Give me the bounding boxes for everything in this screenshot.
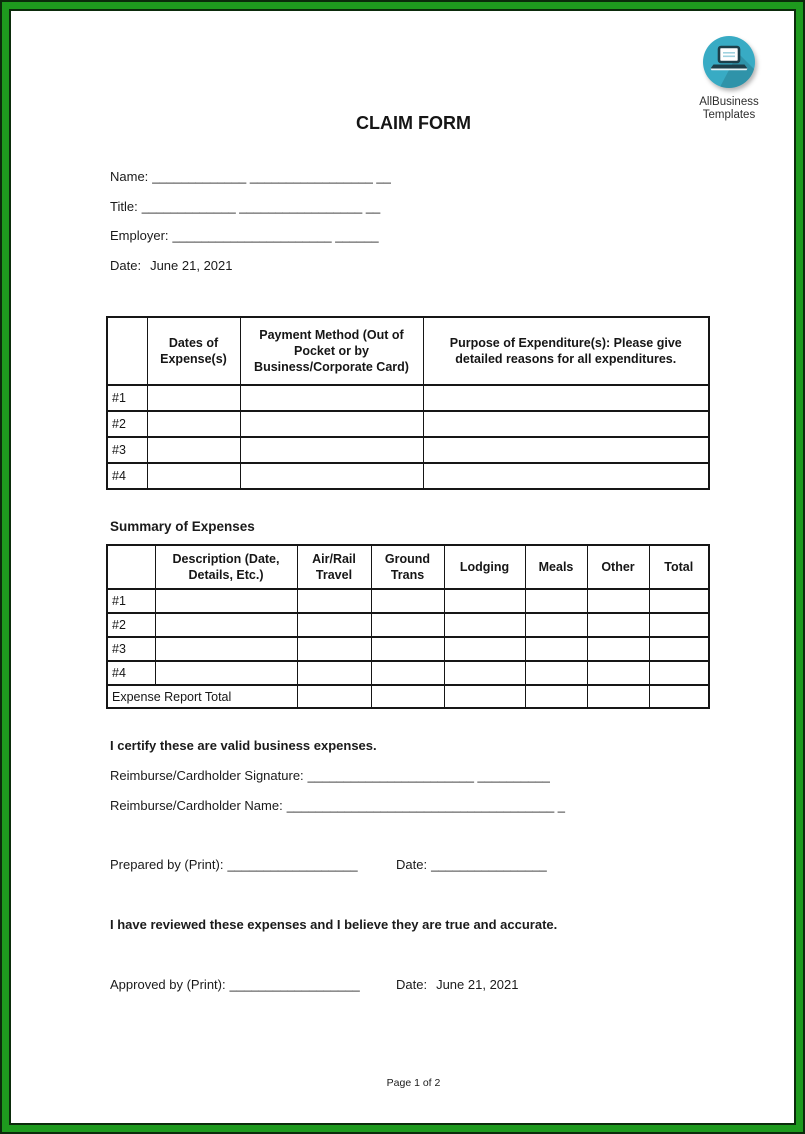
summary-row-label: #2 bbox=[107, 613, 155, 637]
summary-cell[interactable] bbox=[155, 613, 297, 637]
summary-cell[interactable] bbox=[649, 637, 709, 661]
cardholder-name-row bbox=[110, 798, 565, 813]
expense-cell-dates[interactable] bbox=[147, 411, 240, 437]
summary-cell[interactable] bbox=[525, 637, 587, 661]
summary-row-2 bbox=[107, 613, 709, 637]
approved-by-row bbox=[110, 977, 360, 992]
summary-header-description: Description (Date, Details, Etc.) bbox=[155, 545, 297, 589]
cardholder-signature-label: Reimburse/Cardholder Signature: bbox=[110, 768, 304, 783]
summary-cell[interactable] bbox=[525, 661, 587, 685]
cardholder-signature-row bbox=[110, 768, 550, 783]
expense-header-index bbox=[107, 317, 147, 385]
expense-header-purpose: Purpose of Expenditure(s): Please give detailed reasons for all expenditures. bbox=[423, 317, 709, 385]
summary-cell[interactable] bbox=[155, 637, 297, 661]
expense-report-total-label: Expense Report Total bbox=[107, 685, 297, 708]
summary-cell[interactable] bbox=[155, 661, 297, 685]
summary-cell[interactable] bbox=[444, 589, 525, 613]
employer-label: Employer: bbox=[110, 228, 169, 243]
name-field-row bbox=[110, 169, 391, 184]
expense-row-2 bbox=[107, 411, 709, 437]
logo-brand-line1: AllBusiness bbox=[699, 96, 759, 108]
summary-row-label: #1 bbox=[107, 589, 155, 613]
date-value: June 21, 2021 bbox=[150, 258, 233, 273]
summary-cell[interactable] bbox=[649, 613, 709, 637]
page-number-indicator: Page 1 of 2 bbox=[386, 1077, 441, 1089]
summary-cell[interactable] bbox=[587, 637, 649, 661]
expense-detail-table bbox=[106, 316, 710, 490]
approved-date-label: Date: bbox=[396, 977, 428, 992]
expense-cell-payment[interactable] bbox=[240, 437, 423, 463]
employer-blank-line[interactable]: ______________________ ______ bbox=[172, 228, 379, 243]
summary-cell[interactable] bbox=[525, 589, 587, 613]
summary-header-row bbox=[107, 545, 709, 589]
summary-total-cell[interactable] bbox=[649, 685, 709, 708]
expense-row-label: #4 bbox=[107, 463, 147, 489]
approved-date-row bbox=[396, 977, 518, 992]
expense-row-label: #3 bbox=[107, 437, 147, 463]
summary-table bbox=[106, 544, 710, 709]
summary-row-3 bbox=[107, 637, 709, 661]
summary-total-cell[interactable] bbox=[371, 685, 444, 708]
allbusiness-logo bbox=[689, 35, 769, 122]
prepared-by-blank[interactable]: __________________ bbox=[227, 857, 358, 872]
expense-cell-dates[interactable] bbox=[147, 463, 240, 489]
name-blank-line[interactable]: _____________ _________________ __ bbox=[152, 169, 391, 184]
expense-table-header-row bbox=[107, 317, 709, 385]
summary-total-cell[interactable] bbox=[444, 685, 525, 708]
summary-header-total: Total bbox=[649, 545, 709, 589]
page-border-inner bbox=[9, 9, 796, 1125]
expense-cell-dates[interactable] bbox=[147, 385, 240, 411]
reviewed-statement: I have reviewed these expenses and I believe they are true and accurate. bbox=[110, 917, 558, 932]
summary-cell[interactable] bbox=[587, 613, 649, 637]
summary-cell[interactable] bbox=[155, 589, 297, 613]
prepared-by-label: Prepared by (Print): bbox=[110, 857, 224, 872]
prepared-by-row bbox=[110, 857, 358, 872]
approved-by-label: Approved by (Print): bbox=[110, 977, 226, 992]
summary-row-1 bbox=[107, 589, 709, 613]
expense-row-1 bbox=[107, 385, 709, 411]
summary-total-row bbox=[107, 685, 709, 708]
summary-cell[interactable] bbox=[444, 613, 525, 637]
summary-header-lodging: Lodging bbox=[444, 545, 525, 589]
expense-cell-payment[interactable] bbox=[240, 385, 423, 411]
summary-cell[interactable] bbox=[525, 613, 587, 637]
prepared-date-blank[interactable]: ________________ bbox=[431, 857, 547, 872]
summary-cell[interactable] bbox=[371, 613, 444, 637]
summary-row-4 bbox=[107, 661, 709, 685]
date-field-row bbox=[110, 258, 232, 273]
expense-row-label: #2 bbox=[107, 411, 147, 437]
prepared-date-label: Date: bbox=[396, 857, 428, 872]
expense-cell-purpose[interactable] bbox=[423, 385, 709, 411]
logo-brand-line2: Templates bbox=[702, 109, 756, 121]
prepared-date-row bbox=[396, 857, 547, 872]
expense-cell-dates[interactable] bbox=[147, 437, 240, 463]
approved-by-blank[interactable]: __________________ bbox=[229, 977, 360, 992]
expense-row-3 bbox=[107, 437, 709, 463]
certify-statement: I certify these are valid business expenses. bbox=[110, 738, 377, 753]
expense-row-label: #1 bbox=[107, 385, 147, 411]
cardholder-name-label: Reimburse/Cardholder Name: bbox=[110, 798, 283, 813]
summary-cell[interactable] bbox=[297, 613, 371, 637]
summary-cell[interactable] bbox=[371, 661, 444, 685]
cardholder-name-blank[interactable]: _____________________________________ _ bbox=[286, 798, 566, 813]
employer-field-row bbox=[110, 228, 379, 243]
summary-row-label: #4 bbox=[107, 661, 155, 685]
expense-header-dates: Dates of Expense(s) bbox=[147, 317, 240, 385]
summary-header-air-rail: Air/Rail Travel bbox=[297, 545, 371, 589]
page-border-green bbox=[2, 2, 803, 1132]
summary-cell[interactable] bbox=[371, 637, 444, 661]
title-blank-line[interactable]: _____________ _________________ __ bbox=[141, 199, 381, 214]
summary-header-ground: Ground Trans bbox=[371, 545, 444, 589]
expense-header-payment: Payment Method (Out of Pocket or by Business/Corporate Card) bbox=[240, 317, 423, 385]
date-label: Date: bbox=[110, 258, 142, 273]
approved-date-value: June 21, 2021 bbox=[436, 977, 519, 992]
expense-cell-payment[interactable] bbox=[240, 411, 423, 437]
title-field-row bbox=[110, 199, 380, 214]
summary-total-cell[interactable] bbox=[297, 685, 371, 708]
expense-cell-payment[interactable] bbox=[240, 463, 423, 489]
laptop-logo-icon bbox=[702, 35, 756, 89]
summary-cell[interactable] bbox=[371, 589, 444, 613]
expense-cell-purpose[interactable] bbox=[423, 411, 709, 437]
summary-cell[interactable] bbox=[649, 661, 709, 685]
summary-cell[interactable] bbox=[587, 589, 649, 613]
expense-cell-purpose[interactable] bbox=[423, 437, 709, 463]
cardholder-signature-blank[interactable]: _______________________ __________ bbox=[307, 768, 550, 783]
summary-heading: Summary of Expenses bbox=[110, 519, 255, 534]
summary-total-cell[interactable] bbox=[525, 685, 587, 708]
summary-header-index bbox=[107, 545, 155, 589]
name-label: Name: bbox=[110, 169, 149, 184]
summary-header-meals: Meals bbox=[525, 545, 587, 589]
summary-header-other: Other bbox=[587, 545, 649, 589]
summary-total-cell[interactable] bbox=[587, 685, 649, 708]
title-label: Title: bbox=[110, 199, 138, 214]
summary-cell[interactable] bbox=[587, 661, 649, 685]
expense-cell-purpose[interactable] bbox=[423, 463, 709, 489]
summary-cell[interactable] bbox=[297, 637, 371, 661]
expense-row-4 bbox=[107, 463, 709, 489]
summary-cell[interactable] bbox=[444, 637, 525, 661]
summary-cell[interactable] bbox=[649, 589, 709, 613]
page-title: CLAIM FORM bbox=[356, 113, 471, 133]
summary-cell[interactable] bbox=[297, 589, 371, 613]
summary-row-label: #3 bbox=[107, 637, 155, 661]
summary-cell[interactable] bbox=[444, 661, 525, 685]
summary-cell[interactable] bbox=[297, 661, 371, 685]
